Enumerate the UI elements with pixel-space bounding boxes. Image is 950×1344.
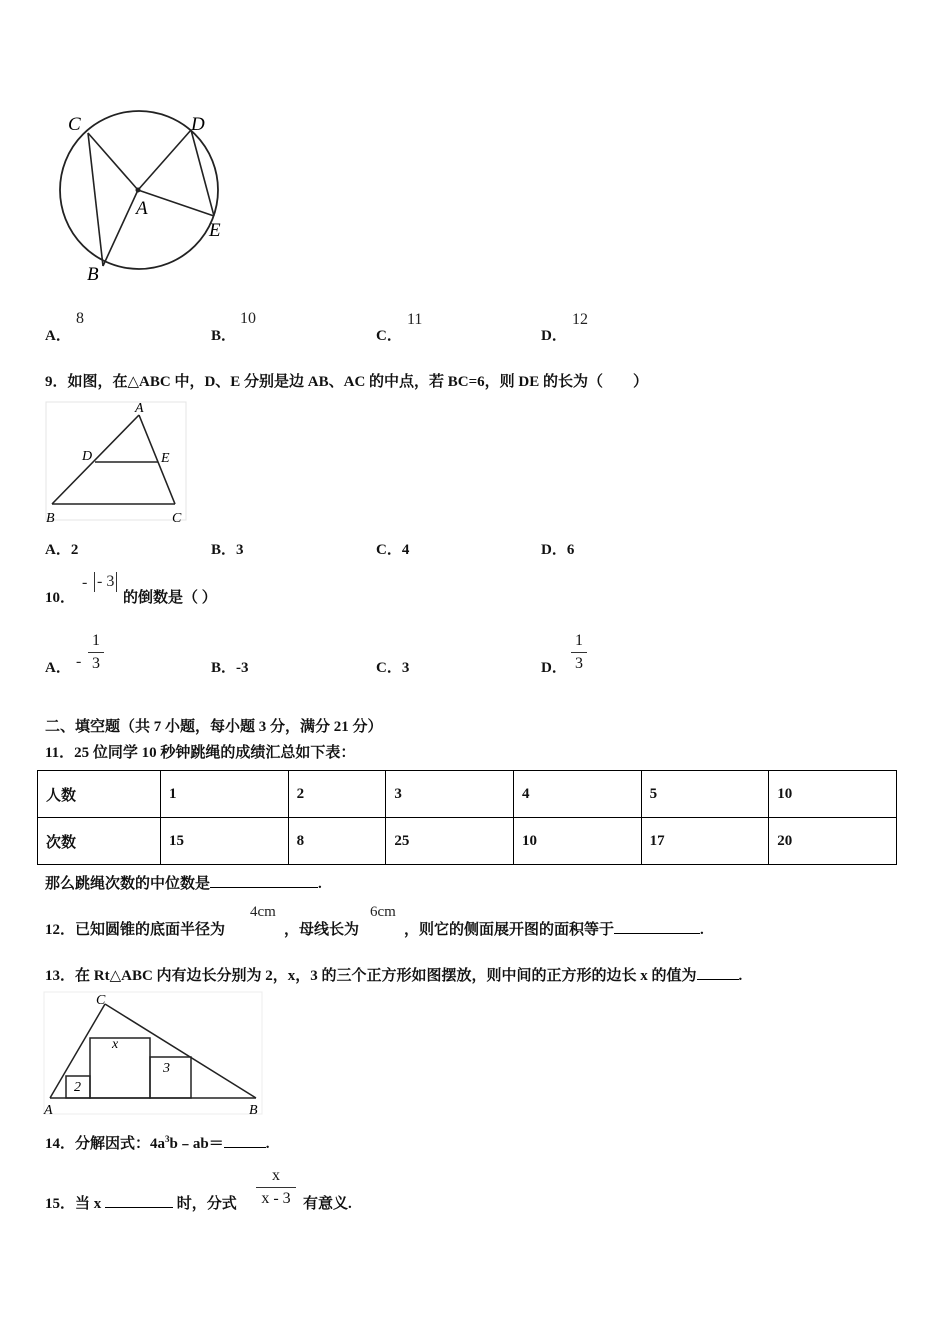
- option-letter: B．: [211, 660, 237, 676]
- q10-option-a-sign: -: [76, 653, 82, 670]
- label-c: C: [68, 114, 81, 135]
- table-cell: 10: [514, 818, 642, 865]
- option-letter: D．: [541, 328, 567, 344]
- q13-text: [45, 964, 742, 985]
- center-dot: [136, 188, 141, 193]
- option-value: 2: [70, 542, 79, 558]
- label-a: A: [135, 401, 144, 416]
- segment-ae: [138, 190, 214, 216]
- q15-suffix: 有意义.: [303, 1196, 352, 1212]
- q14-text: [45, 1132, 269, 1153]
- abs-inner: - 3: [97, 573, 115, 590]
- side-ab: [52, 415, 139, 504]
- table-cell: 17: [641, 818, 769, 865]
- side-cb: [105, 1004, 256, 1098]
- answer-blank[interactable]: [614, 919, 700, 934]
- q10-option-a-fraction: [88, 632, 104, 673]
- q12-part1: 12．已知圆锥的底面半径为: [45, 922, 226, 938]
- numerator: 1: [92, 632, 100, 649]
- q8-option-b[interactable]: [211, 324, 236, 345]
- option-letter: C．: [376, 328, 402, 344]
- segment-ca: [88, 133, 138, 190]
- q12-part3: [404, 918, 704, 939]
- q8-option-d-value: 12: [572, 311, 588, 328]
- denominator: x - 3: [261, 1190, 291, 1207]
- q15-prefix: 15．当 x: [45, 1196, 102, 1212]
- numerator: x: [272, 1167, 280, 1184]
- q9-option-c[interactable]: [376, 538, 409, 559]
- table-row: [38, 771, 897, 818]
- table-cell: 次数: [38, 818, 161, 865]
- table-cell: 2: [288, 771, 386, 818]
- q11-text: 11．25 位同学 10 秒钟跳绳的成绩汇总如下表：: [45, 745, 356, 761]
- label-d: D: [82, 449, 93, 464]
- q8-option-b-value: 10: [240, 310, 256, 327]
- option-value: 4: [401, 542, 410, 558]
- option-letter: D．: [541, 542, 567, 558]
- q8-option-c-value: 11: [407, 311, 423, 328]
- label-c: C: [96, 993, 106, 1008]
- fraction-bar: [256, 1187, 296, 1188]
- fraction-bar: [571, 652, 587, 653]
- table-cell: 5: [641, 771, 769, 818]
- option-letter: C．: [376, 542, 402, 558]
- q10-text: 的倒数是（ ）: [123, 590, 217, 606]
- section-title: 二、填空题（共 7 小题，每小题 3 分，满分 21 分）: [45, 719, 383, 735]
- q13-triangle-squares-figure: [42, 990, 264, 1118]
- denominator: 3: [92, 655, 100, 672]
- answer-blank[interactable]: [224, 1133, 266, 1148]
- median-question-text: 那么跳绳次数的中位数是: [45, 876, 211, 892]
- option-value: 3: [401, 660, 410, 676]
- segment-ba: [103, 190, 138, 266]
- label-e: E: [209, 220, 221, 241]
- q9-option-d[interactable]: [541, 538, 574, 559]
- denominator: 3: [575, 655, 583, 672]
- table-cell: 20: [769, 818, 897, 865]
- table-cell: 人数: [38, 771, 161, 818]
- q11-table: [37, 770, 897, 865]
- q9-triangle-figure: [42, 398, 190, 528]
- label-a: A: [44, 1103, 53, 1118]
- option-value: -3: [236, 660, 249, 676]
- q9-text: 9．如图，在△ABC 中，D、E 分别是边 AB、AC 的中点，若 BC=6，则 DE 的长为（ ）: [45, 374, 649, 390]
- label-3: 3: [163, 1061, 170, 1076]
- label-x: x: [112, 1037, 119, 1052]
- q10-expr-minus: -: [82, 574, 88, 591]
- period: .: [265, 1136, 270, 1152]
- q10-option-b[interactable]: [211, 656, 249, 677]
- option-value: 3: [236, 542, 244, 558]
- table-cell: 10: [769, 771, 897, 818]
- square-3: [150, 1057, 191, 1098]
- option-letter: B．: [211, 542, 237, 558]
- table-cell: 3: [386, 771, 514, 818]
- q10-option-c[interactable]: [376, 656, 409, 677]
- square-x: [90, 1038, 150, 1098]
- fraction-bar: [88, 652, 104, 653]
- q15-text: [45, 1192, 237, 1213]
- exponent: 3: [165, 1134, 170, 1144]
- q10-option-a[interactable]: [45, 656, 71, 677]
- q10-number: 10．: [45, 590, 76, 606]
- label-a: A: [136, 198, 148, 219]
- label-2: 2: [74, 1080, 81, 1095]
- label-b: B: [46, 511, 55, 526]
- q11-median-question: [45, 872, 322, 893]
- period: .: [700, 922, 704, 938]
- q9-option-a[interactable]: [45, 538, 78, 559]
- answer-blank[interactable]: [697, 965, 739, 980]
- q8-circle-figure: [50, 108, 240, 288]
- q10-option-d[interactable]: [541, 656, 567, 677]
- table-row: [38, 818, 897, 865]
- period: .: [738, 968, 743, 984]
- q12-radius: 4cm: [250, 904, 276, 920]
- q10-option-d-fraction: [571, 632, 587, 673]
- q14-suffix: b﹣ab＝: [169, 1136, 224, 1152]
- answer-blank[interactable]: [210, 873, 318, 888]
- side-ac: [139, 415, 175, 504]
- label-c: C: [172, 511, 182, 526]
- option-letter: A．: [45, 328, 71, 344]
- option-letter: D．: [541, 660, 567, 676]
- q12-part3-text: ，则它的侧面展开图的面积等于: [404, 922, 615, 938]
- answer-blank[interactable]: [105, 1193, 173, 1208]
- chord-cb: [88, 133, 103, 266]
- label-b: B: [249, 1103, 258, 1118]
- label-b: B: [87, 264, 99, 285]
- table-cell: 1: [161, 771, 289, 818]
- period: .: [318, 876, 322, 892]
- q9-option-b[interactable]: [211, 538, 244, 559]
- table-cell: 4: [514, 771, 642, 818]
- q8-option-c[interactable]: [376, 324, 402, 345]
- q14-prefix: 14．分解因式：4a: [45, 1136, 166, 1152]
- option-value: 6: [566, 542, 575, 558]
- q15-middle: 时，分式: [176, 1196, 237, 1212]
- q8-option-a[interactable]: [45, 324, 71, 345]
- q13-question-text: 13．在 Rt△ABC 内有边长分别为 2，x，3 的三个正方形如图摆放，则中间的正方形的边长 x 的值为: [45, 968, 697, 984]
- q12-part2: ，母线长为: [284, 922, 360, 938]
- label-e: E: [161, 451, 170, 466]
- option-letter: B．: [211, 328, 237, 344]
- q10-expr-abs: [94, 572, 117, 592]
- q8-option-a-value: 8: [76, 310, 84, 327]
- segment-ad: [138, 130, 191, 190]
- q12-slant-length: 6cm: [370, 904, 396, 920]
- numerator: 1: [575, 632, 583, 649]
- option-letter: A．: [45, 660, 71, 676]
- option-letter: C．: [376, 660, 402, 676]
- table-cell: 25: [386, 818, 514, 865]
- option-letter: A．: [45, 542, 71, 558]
- q15-fraction: [256, 1167, 296, 1208]
- table-cell: 8: [288, 818, 386, 865]
- label-d: D: [191, 114, 205, 135]
- q8-option-d[interactable]: [541, 324, 567, 345]
- table-cell: 15: [161, 818, 289, 865]
